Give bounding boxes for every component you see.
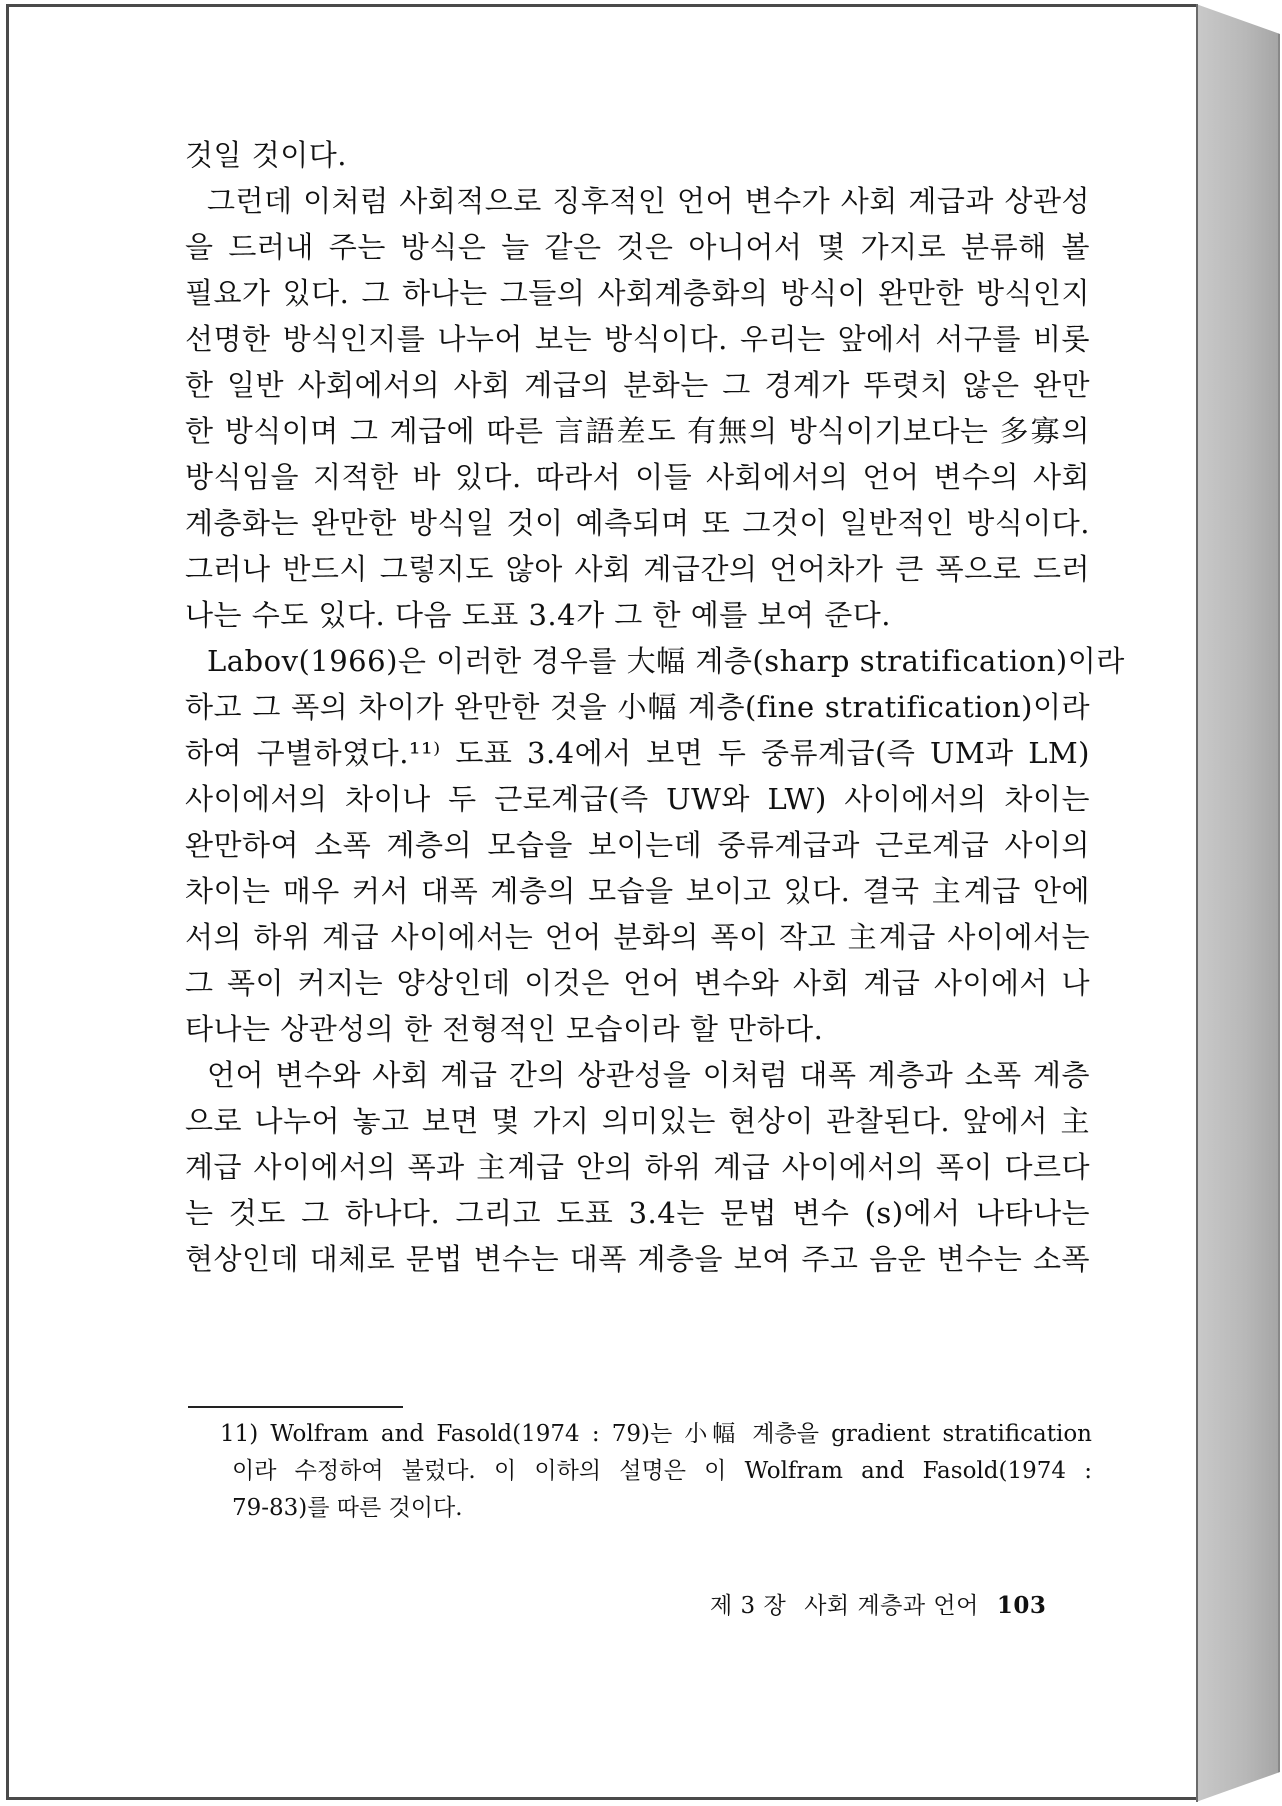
body-line: 한 방식이며 그 계급에 따른 言語差도 有無의 방식이기보다는 多寡의 <box>185 414 1090 448</box>
running-footer <box>710 1587 1046 1620</box>
body-line: 현상인데 대체로 문법 변수는 대폭 계층을 보여 주고 음운 변수는 소폭 <box>185 1242 1090 1276</box>
body-line: 하여 구별하였다.¹¹⁾ 도표 3.4에서 보면 두 중류계급(즉 UM과 LM) <box>185 736 1090 770</box>
body-line: 사이에서의 차이나 두 근로계급(즉 UW와 LW) 사이에서의 차이는 <box>185 782 1090 816</box>
footnote-divider <box>188 1406 403 1408</box>
footnotes <box>220 1416 1092 1527</box>
body-line: 그 폭이 커지는 양상인데 이것은 언어 변수와 사회 계급 사이에서 나 <box>185 966 1090 1000</box>
body-line: 한 일반 사회에서의 사회 계급의 분화는 그 경계가 뚜렷치 않은 완만 <box>185 368 1090 402</box>
body-line: 언어 변수와 사회 계급 간의 상관성을 이처럼 대폭 계층과 소폭 계층 <box>207 1058 1090 1092</box>
footer-chapter: 제 3 장 <box>710 1593 787 1619</box>
footnote-line: 11) Wolfram and Fasold(1974 : 79)는 小幅 계층을 gradient stratification <box>220 1421 1092 1447</box>
body-line: 완만하여 소폭 계층의 모습을 보이는데 중류계급과 근로계급 사이의 <box>185 828 1090 862</box>
body-line: 것일 것이다. <box>185 138 348 172</box>
page-number: 103 <box>996 1592 1047 1619</box>
body-text <box>185 132 1125 1282</box>
page-edge-line <box>1196 4 1198 1802</box>
footnote-line: 79-83)를 따른 것이다. <box>232 1495 463 1521</box>
body-line: 계층화는 완만한 방식일 것이 예측되며 또 그것이 일반적인 방식이다. <box>185 506 1090 540</box>
body-line: 는 것도 그 하나다. 그리고 도표 3.4는 문법 변수 (s)에서 나타나는 <box>185 1196 1090 1230</box>
body-line: 하고 그 폭의 차이가 완만한 것을 小幅 계층(fine stratification)이라 <box>185 690 1090 724</box>
body-line: Labov(1966)은 이러한 경우를 大幅 계층(sharp stratification)이라 <box>207 644 1125 678</box>
body-line: 타나는 상관성의 한 전형적인 모습이라 할 만하다. <box>185 1012 824 1046</box>
body-line: 그런데 이처럼 사회적으로 징후적인 언어 변수가 사회 계급과 상관성 <box>207 184 1090 218</box>
footer-title: 사회 계층과 언어 <box>804 1593 979 1619</box>
body-line: 필요가 있다. 그 하나는 그들의 사회계층화의 방식이 완만한 방식인지 <box>185 276 1090 310</box>
body-line: 차이는 매우 커서 대폭 계층의 모습을 보이고 있다. 결국 主계급 안에 <box>185 874 1090 908</box>
body-line: 서의 하위 계급 사이에서는 언어 분화의 폭이 작고 主계급 사이에서는 <box>185 920 1090 954</box>
body-line: 나는 수도 있다. 다음 도표 3.4가 그 한 예를 보여 준다. <box>185 598 892 632</box>
body-line: 선명한 방식인지를 나누어 보는 방식이다. 우리는 앞에서 서구를 비롯 <box>185 322 1090 356</box>
body-line: 계급 사이에서의 폭과 主계급 안의 하위 계급 사이에서의 폭이 다르다 <box>185 1150 1090 1184</box>
body-line: 방식임을 지적한 바 있다. 따라서 이들 사회에서의 언어 변수의 사회 <box>185 460 1090 494</box>
footnote-line: 이라 수정하여 불렀다. 이 이하의 설명은 이 Wolfram and Fasold(1974 : <box>232 1458 1092 1484</box>
body-line: 을 드러내 주는 방식은 늘 같은 것은 아니어서 몇 가지로 분류해 볼 <box>185 230 1090 264</box>
body-line: 으로 나누어 놓고 보면 몇 가지 의미있는 현상이 관찰된다. 앞에서 主 <box>185 1104 1090 1138</box>
body-line: 그러나 반드시 그렇지도 않아 사회 계급간의 언어차가 큰 폭으로 드러 <box>185 552 1090 586</box>
book-page-edge <box>1196 4 1280 1802</box>
